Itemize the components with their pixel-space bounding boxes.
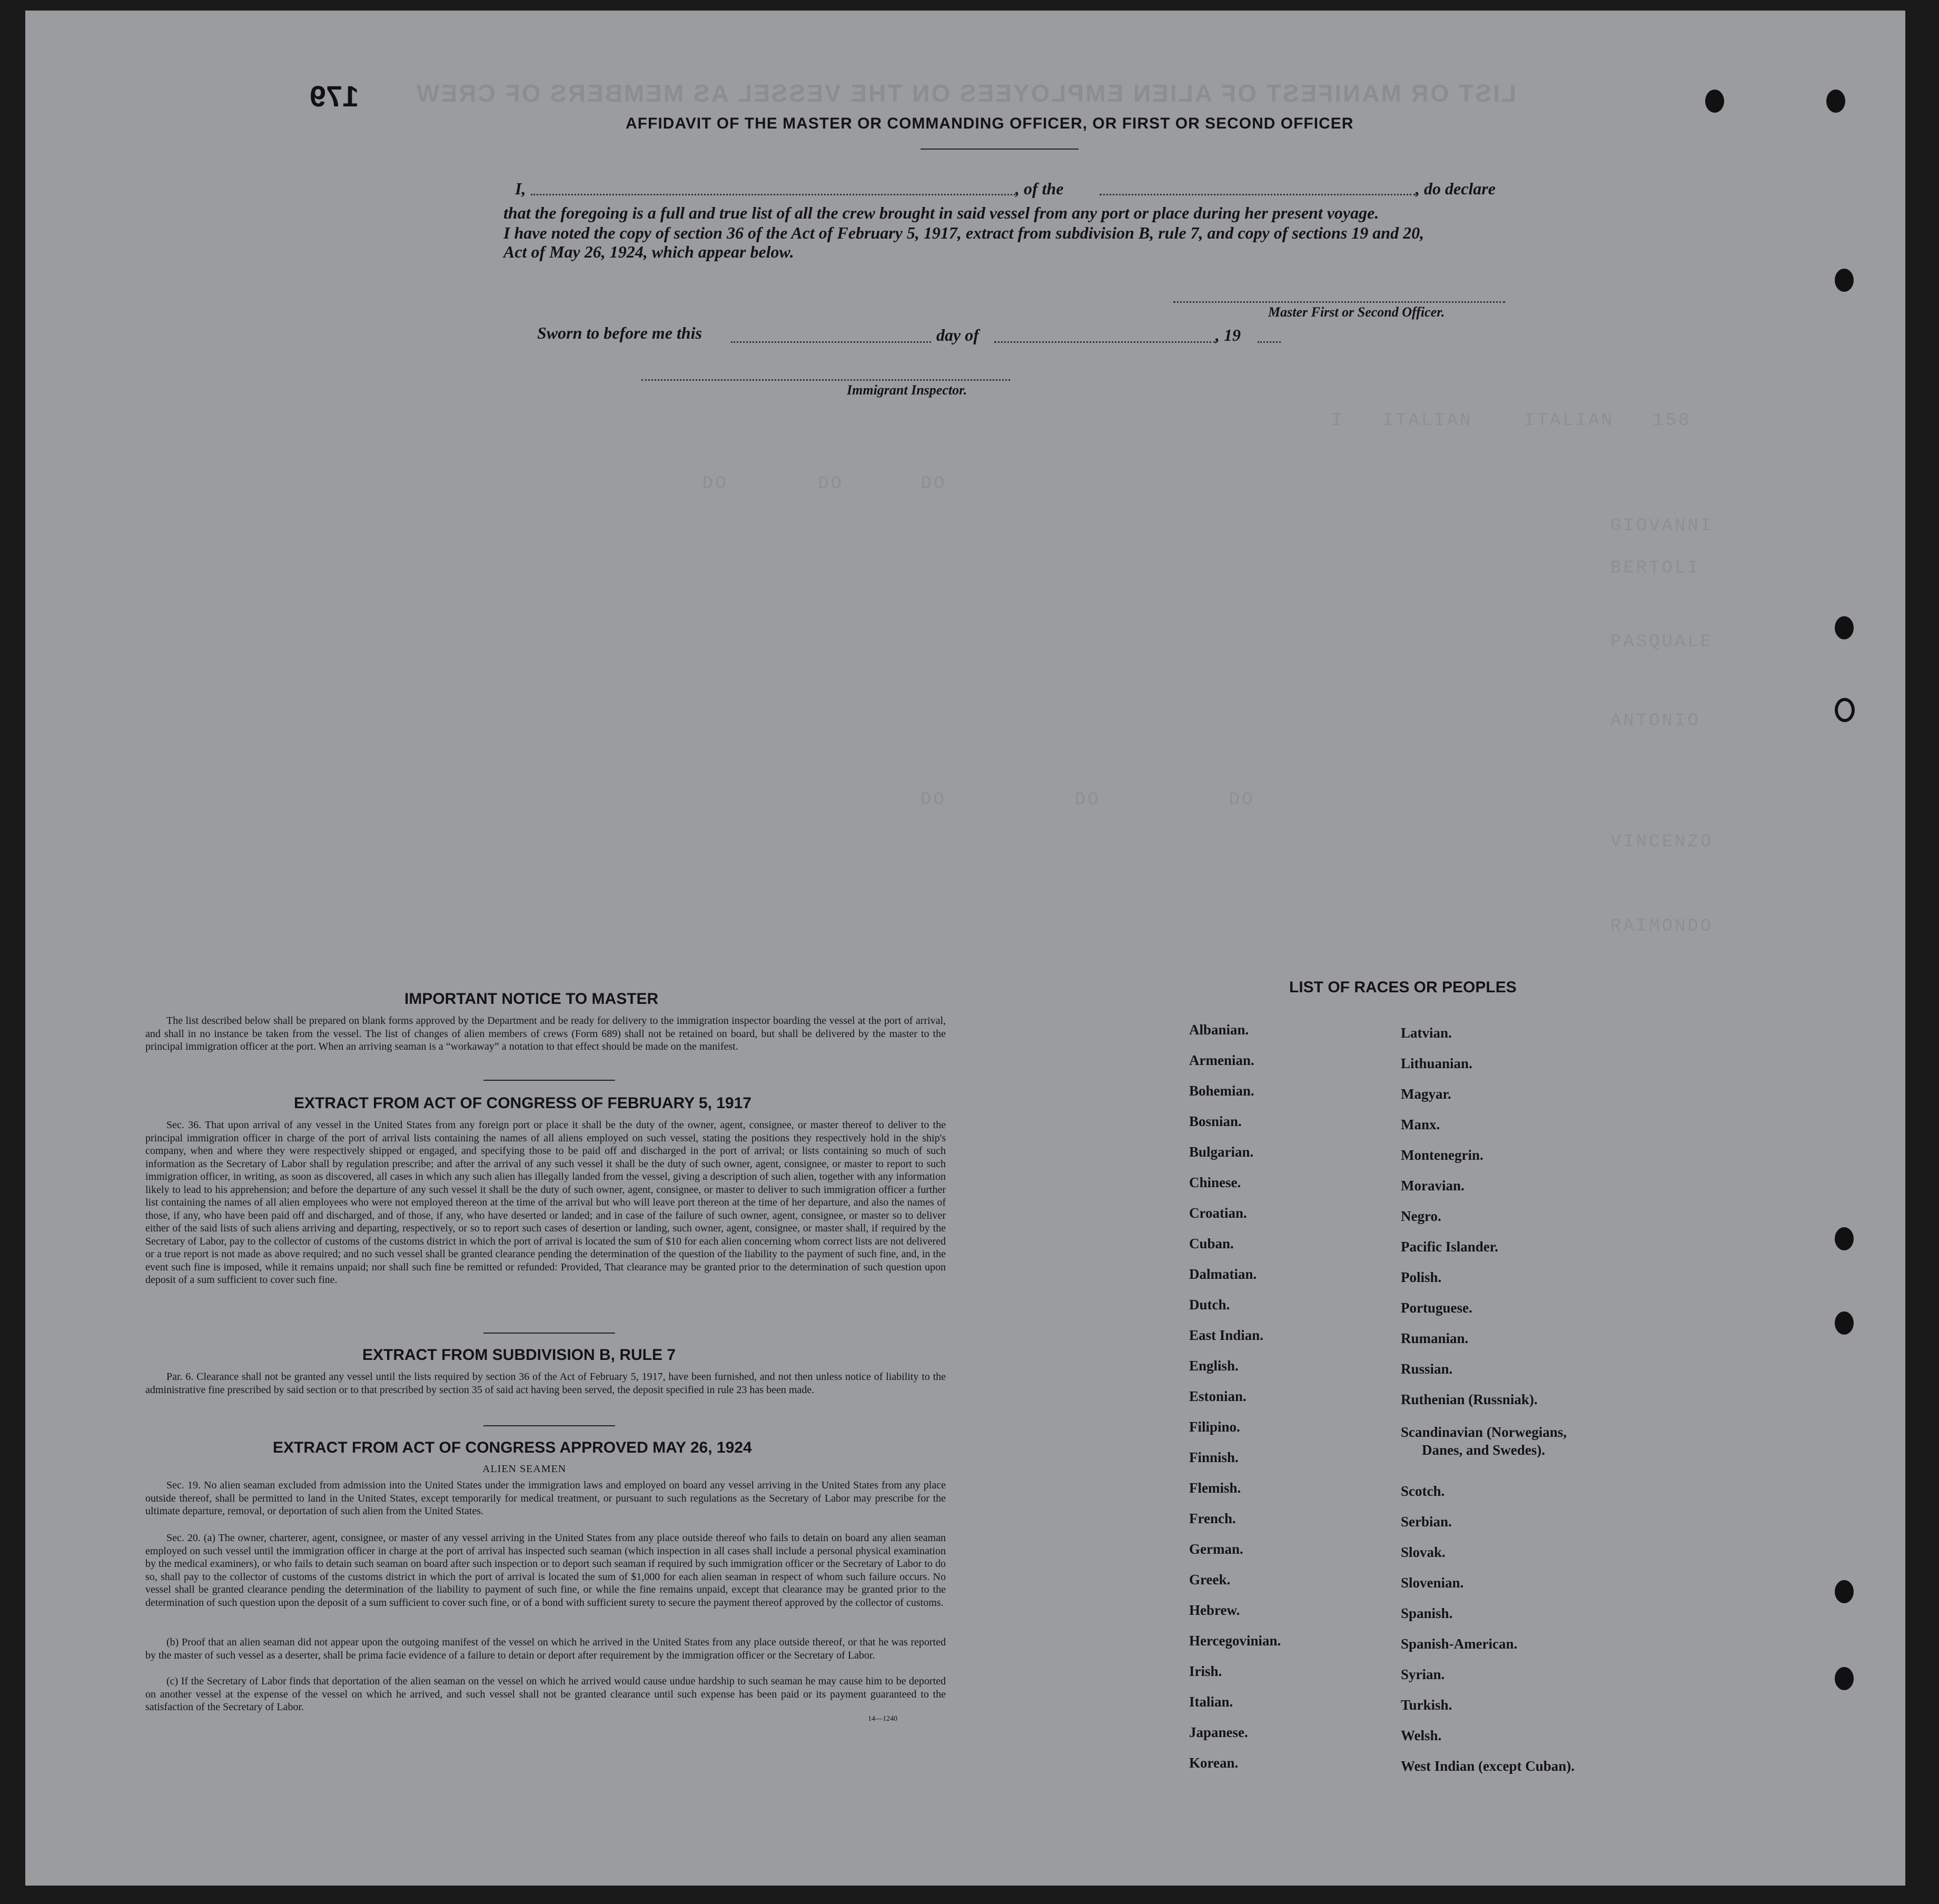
divider <box>483 1080 615 1081</box>
name-blank <box>531 194 1015 195</box>
race-item: Hebrew. <box>1189 1602 1240 1618</box>
race-item: Polish. <box>1401 1269 1442 1285</box>
sec20a-text: Sec. 20. (a) The owner, charterer, agent, consignee, or master of any vessel arriving in the United States from any place outside thereof who fails to detain on board any alien seaman employed on such vessel until the immigration officer in charge at the port of arrival has inspected such seaman (which inspection in all cases shall include a personal physical examination by the medical examiners), or who fails to detain such seaman on board after such inspection or to deport such seaman if required by such immigration officer or the Secretary of Labor to do so, shall pay to the collector of customs of the customs district in which the port of arrival is located the sum of $1,000 for each alien seaman in respect of whom such failure occurs. No vessel shall be granted clearance pending the determination of the liability to payment of such fine, or while the fine remains unpaid, except that clearance may be granted prior to the determination of such question upon the deposit of a sum sufficient to cover such fine, or of a bond with sufficient surety to secure the payment thereof approved by the collector of customs. <box>145 1532 946 1609</box>
bleed-through-title: LIST OR MANIFEST OF ALIEN EMPLOYEES ON THE VESSEL AS MEMBERS OF CREW <box>415 80 1516 107</box>
race-item: Syrian. <box>1401 1666 1445 1682</box>
race-item: East Indian. <box>1189 1327 1264 1343</box>
race-item: English. <box>1189 1358 1239 1374</box>
divider <box>483 1333 615 1334</box>
race-item: Korean. <box>1189 1755 1239 1771</box>
rule7-title: EXTRACT FROM SUBDIVISION B, RULE 7 <box>362 1346 676 1364</box>
affidavit-line-of-the: , of the <box>1015 179 1064 198</box>
divider <box>921 149 1079 150</box>
affidavit-line-3: I have noted the copy of section 36 of the Act of February 5, 1917, extract from subdivision B, rule 7, and copy of sections 19 and 20, <box>503 223 1424 242</box>
race-item: Danes, and Swedes). <box>1422 1442 1546 1458</box>
race-item: Bosnian. <box>1189 1113 1242 1129</box>
sworn-year: , 19 <box>1215 325 1241 344</box>
extract-1924-subtitle: ALIEN SEAMEN <box>482 1463 567 1475</box>
bleed-through-row: I ITALIAN ITALIAN 158 <box>1331 411 1691 431</box>
race-item: Croatian. <box>1189 1205 1247 1221</box>
race-item: Bulgarian. <box>1189 1144 1254 1160</box>
punch-hole <box>1835 1311 1854 1335</box>
race-item: Manx. <box>1401 1117 1440 1132</box>
race-item: Magyar. <box>1401 1086 1451 1102</box>
race-item: French. <box>1189 1511 1236 1526</box>
punch-hole <box>1826 90 1845 113</box>
race-item: Bohemian. <box>1189 1083 1254 1099</box>
bleed-through-row: RAIMONDO <box>1610 916 1714 936</box>
race-item: Armenian. <box>1189 1052 1254 1068</box>
sec19-text: Sec. 19. No alien seaman excluded from admission into the United States under the immigration laws and employed on board any vessel arriving in the United States from any place outside thereof, shall be permitted to land in the United States, except temporarily for medical treatment, or pursuant to such regulations as the Secretary of Labor may prescribe for the ultimate departure, removal, or deportation of such alien from the United States. <box>145 1479 946 1517</box>
race-item: Greek. <box>1189 1572 1231 1587</box>
race-item: Lithuanian. <box>1401 1055 1472 1071</box>
bleed-through-row: ANTONIO <box>1610 711 1700 731</box>
extract-1917-text: Sec. 36. That upon arrival of any vessel in the United States from any foreign port or place it shall be the duty of the owner, agent, consignee, or master thereof to deliver to the principal immigration officer in charge of the port of arrival lists containing the names of all aliens employed on such vessel, stating the positions they respectively hold in the ship's company, when and where they were respectively shipped or engaged, and specifying those to be paid off and discharged in the port of arrival; or lists containing so much of such information as the Secretary of Labor shall by regulation prescribe; and after the arrival of any such vessel it shall be the duty of such owner, agent, consignee, or master to report to such immigration officer, in writing, as soon as discovered, all cases in which any such alien has illegally landed from the vessel, giving a description of such alien, together with any information likely to lead to his apprehension; and before the departure of any such vessel it shall be the duty of such owner, agent, consignee, or master to deliver to such immigration officer a further list containing the names of all alien employees who were not employed thereon at the time of the arrival but who will leave port thereon at the time of her departure, and also the names of those, if any, who have been paid off and discharged, and of those, if any, who have deserted or landed; and in case of the failure of such owner, agent, consignee, or master so to deliver either of the said lists of such aliens arriving and departing, respectively, or so to report such cases of desertion or landing, such owner, agent, consignee, or master shall, if required by the Secretary of Labor, pay to the collector of customs of the customs district in which the port of arrival is located the sum of $10 for each alien concerning whom correct lists are not delivered or a true report is not made as above required; and no such vessel shall be granted clearance pending the determination of the question of the liability to the payment of such fine, and, in the event such fine is imposed, while it remains unpaid; nor shall such fine be remitted or refunded: Provided, That clearance may be granted prior to the determination of such question upon deposit of a sum sufficient to cover such fine. <box>145 1119 946 1286</box>
race-item: Slovenian. <box>1401 1575 1464 1591</box>
divider <box>483 1425 615 1426</box>
punch-hole <box>1835 1227 1854 1250</box>
extract-1924-title: EXTRACT FROM ACT OF CONGRESS APPROVED MAY 26, 1924 <box>273 1439 752 1456</box>
bleed-through-row: GIOVANNI <box>1610 516 1714 536</box>
affidavit-line-4: Act of May 26, 1924, which appear below. <box>503 242 794 261</box>
affidavit-title: AFFIDAVIT OF THE MASTER OR COMMANDING OFFICER, OR FIRST OR SECOND OFFICER <box>626 115 1354 132</box>
sec20b-text: (b) Proof that an alien seaman did not appear upon the outgoing manifest of the vessel on which he arrived in the United States from any place outside thereof, or that he was reported by the master of such vessel as a deserter, shall be prima facie evidence of a failure to detain or deport after requirement by the immigration officer or the Secretary of Labor. <box>145 1636 946 1661</box>
punch-hole <box>1835 1667 1854 1690</box>
race-item: Chinese. <box>1189 1175 1241 1190</box>
rule7-text: Par. 6. Clearance shall not be granted any vessel until the lists required by section 36 of the Act of February 5, 1917, have been furnished, and not then unless notice of liability to the administrative fine prescribed by said section or to that prescribed by section 35 of said act having been served, the deposit specified in rule 23 has been made. <box>145 1371 946 1396</box>
punch-hole <box>1705 90 1724 113</box>
race-item: Ruthenian (Russniak). <box>1401 1392 1538 1407</box>
affidavit-line-declare: , do declare <box>1416 179 1496 198</box>
affidavit-line-i: I, <box>515 179 526 198</box>
race-item: Negro. <box>1401 1208 1441 1224</box>
race-item: Turkish. <box>1401 1697 1452 1713</box>
race-item: Welsh. <box>1401 1728 1442 1743</box>
race-item: Russian. <box>1401 1361 1453 1377</box>
punch-hole <box>1835 1580 1854 1603</box>
document-page <box>25 11 1905 1886</box>
notice-title: IMPORTANT NOTICE TO MASTER <box>404 990 659 1008</box>
race-item: Spanish. <box>1401 1605 1453 1621</box>
sworn-month-blank <box>994 341 1215 343</box>
form-number: 14—1240 <box>868 1715 897 1723</box>
race-item: Italian. <box>1189 1694 1233 1710</box>
bleed-through-row: BERTOLI <box>1610 558 1700 578</box>
extract-1917-title: EXTRACT FROM ACT OF CONGRESS OF FEBRUARY 5, 1917 <box>294 1094 751 1112</box>
bleed-through-row: DO DO DO <box>921 790 1255 810</box>
race-item: Irish. <box>1189 1663 1222 1679</box>
race-item: Scotch. <box>1401 1483 1445 1499</box>
master-label: Master First or Second Officer. <box>1268 304 1445 320</box>
race-item: Scandinavian (Norwegians, <box>1401 1424 1567 1440</box>
race-item: Serbian. <box>1401 1514 1452 1530</box>
inspector-label: Immigrant Inspector. <box>847 382 967 398</box>
punch-hole <box>1835 269 1854 292</box>
punch-hole <box>1835 698 1855 722</box>
race-item: Dalmatian. <box>1189 1266 1257 1282</box>
race-item: German. <box>1189 1541 1243 1557</box>
race-item: West Indian (except Cuban). <box>1401 1758 1575 1774</box>
bleed-through-row: DO DO DO <box>394 474 947 494</box>
race-item: Slovak. <box>1401 1544 1446 1560</box>
race-item: Pacific Islander. <box>1401 1239 1498 1255</box>
sworn-year-blank <box>1258 341 1281 343</box>
vessel-blank <box>1100 194 1416 195</box>
sworn-day-of: day of <box>936 325 979 344</box>
master-signature-blank <box>1173 301 1505 303</box>
affidavit-line-2: that the foregoing is a full and true list of all the crew brought in said vessel from any port or place during her present voyage. <box>503 203 1379 222</box>
race-item: Spanish-American. <box>1401 1636 1518 1652</box>
race-item: Portuguese. <box>1401 1300 1472 1316</box>
inspector-signature-blank <box>641 379 1010 381</box>
page-number: 179 <box>310 80 359 113</box>
race-item: Moravian. <box>1401 1178 1465 1193</box>
bleed-through-row: VINCENZO <box>1610 832 1714 852</box>
punch-hole <box>1835 616 1854 639</box>
race-item: Filipino. <box>1189 1419 1240 1435</box>
race-item: Estonian. <box>1189 1388 1246 1404</box>
race-item: Montenegrin. <box>1401 1147 1483 1163</box>
race-item: Japanese. <box>1189 1724 1248 1740</box>
sec20c-text: (c) If the Secretary of Labor finds that deportation of the alien seaman on the vessel on which he arrived would cause undue hardship to such seaman he may cause him to be deported on another vessel at the expense of the vessel on which he arrived, and such vessel shall not be granted clearance until such expense has been paid or its payment guaranteed to the satisfaction of the Secretary of Labor. <box>145 1675 946 1713</box>
race-item: Flemish. <box>1189 1480 1241 1496</box>
sworn-day-blank <box>731 341 931 343</box>
race-item: Rumanian. <box>1401 1330 1469 1346</box>
race-item: Hercegovinian. <box>1189 1633 1281 1649</box>
race-item: Dutch. <box>1189 1297 1230 1313</box>
race-item: Latvian. <box>1401 1025 1452 1041</box>
race-item: Cuban. <box>1189 1236 1234 1251</box>
race-item: Albanian. <box>1189 1022 1249 1038</box>
sworn-text: Sworn to before me this <box>537 323 702 342</box>
races-title: LIST OF RACES OR PEOPLES <box>1289 979 1517 996</box>
bleed-through-row: PASQUALE <box>1610 632 1714 652</box>
race-item: Finnish. <box>1189 1449 1239 1465</box>
notice-text: The list described below shall be prepared on blank forms approved by the Department and be ready for delivery to the immigration inspector boarding the vessel at the port of arrival, and shall in no instance be taken from the vessel. The list of changes of alien members of crews (Form 689) shall not be retained on board, but shall be delivered by the master to the principal immigration officer at the port. When an arriving seaman is a “workaway” a notation to that effect should be made on the manifest. <box>145 1015 946 1052</box>
